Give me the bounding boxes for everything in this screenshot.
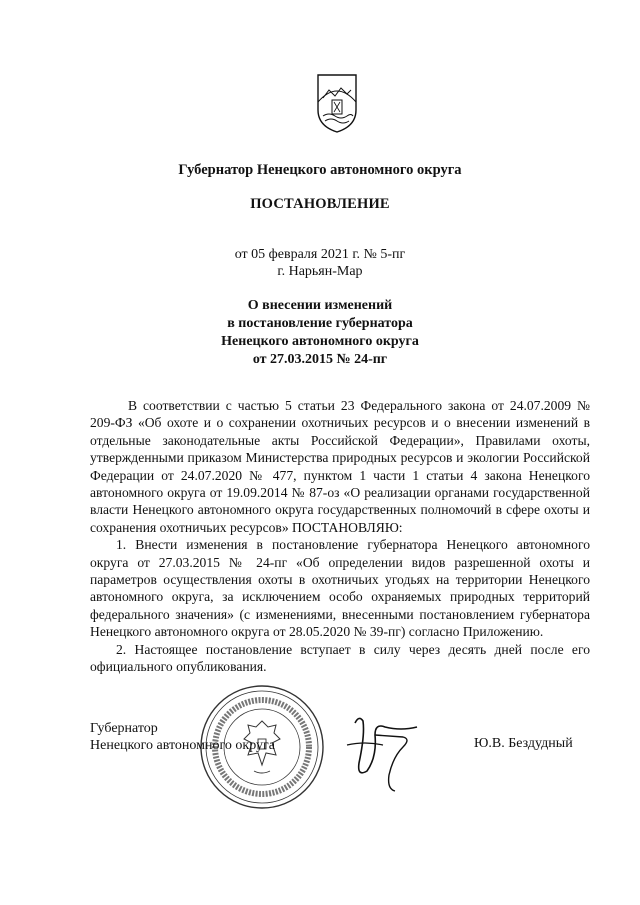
document-body bbox=[90, 397, 590, 676]
item-2-paragraph: 2. Настоящее постановление вступает в силу через десять дней после его официального опубликования. bbox=[90, 641, 590, 675]
handwritten-signature-icon bbox=[345, 705, 425, 795]
preamble-paragraph: В соответствии с частью 5 статьи 23 Федерального закона от 24.07.2009 № 209-ФЗ «Об охоте и о сохранении охотничьих ресурсов и о внесении изменений в отдельные законодательные акты Российской Федерации», Правилами охоты, утвержденными приказом Министерства природных ресурсов и экологии Российской Федерации от 24.07.2020 № 477, пунктом 1 части 1 статьи 4 закона Ненецкого автономного округа от 19.09.2014 № 87-оз «О реализации органами государственной власти Ненецкого автономного округа государственных полномочий в сфере охоты и сохранения охотничьих ресурсов» ПОСТАНОВЛЯЮ: bbox=[90, 398, 590, 535]
document-subject bbox=[0, 297, 640, 369]
date-and-number: от 05 февраля 2021 г. № 5-пг bbox=[234, 247, 406, 262]
subject-line: от 27.03.2015 № 24-пг bbox=[252, 352, 388, 367]
subject-line: О внесении изменений bbox=[247, 298, 393, 313]
document-type: ПОСТАНОВЛЕНИЕ bbox=[250, 196, 390, 212]
signatory-name: Ю.В. Бездудный bbox=[474, 736, 573, 751]
item-1-paragraph: 1. Внести изменения в постановление губернатора Ненецкого автономного округа от 27.03.2015 № 24-пг «Об определении видов разрешенной охоты и параметров осуществления охоты в охотничьих угодьях на территории Ненецкого автономного округа, за исключением особо охраняемых природных территорий федерального значения» (с изменениями, внесенными постановлением губернатора Ненецкого автономного округа от 28.05.2020 № 39-пг) согласно Приложению. bbox=[90, 537, 590, 640]
position-line: Ненецкого автономного округа bbox=[90, 738, 275, 753]
signatory-position bbox=[90, 720, 275, 754]
nao-coat-of-arms-icon bbox=[315, 72, 359, 134]
position-line: Губернатор bbox=[90, 721, 158, 736]
issuing-authority: Губернатор Ненецкого автономного округа bbox=[178, 162, 462, 178]
subject-line: в постановление губернатора bbox=[227, 316, 413, 331]
place-of-issue: г. Нарьян-Мар bbox=[277, 264, 363, 279]
subject-line: Ненецкого автономного округа bbox=[221, 334, 419, 349]
